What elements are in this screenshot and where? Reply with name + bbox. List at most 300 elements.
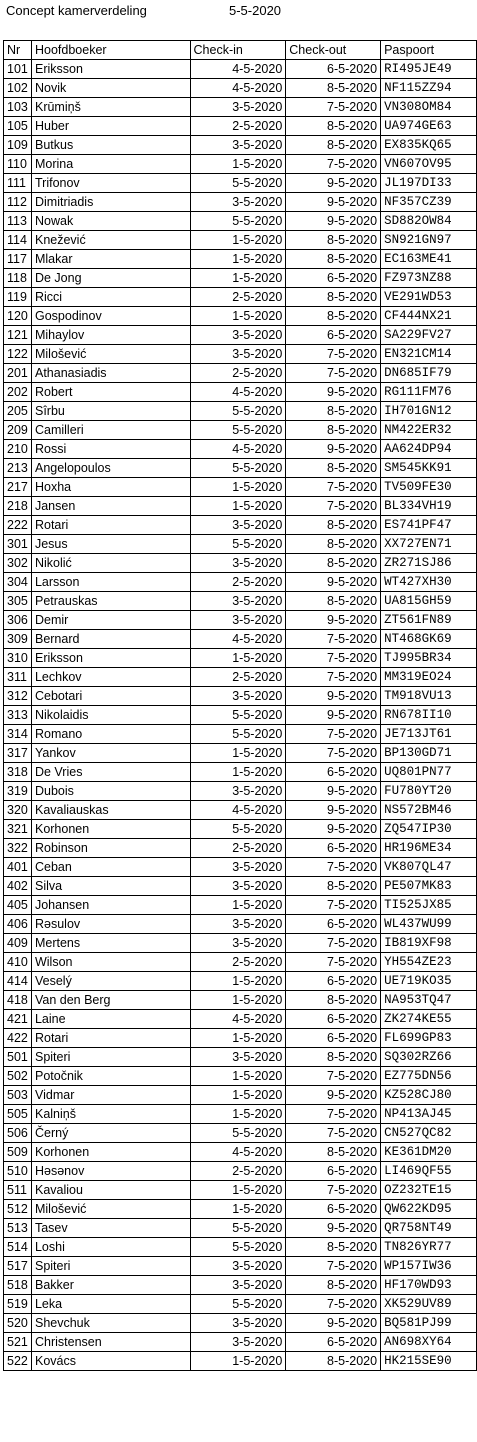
check-in-cell[interactable]: 5-5-2020 [190,1295,286,1314]
check-out-cell[interactable]: 7-5-2020 [286,1105,381,1124]
room-number-cell[interactable]: 320 [4,801,32,820]
room-number-cell[interactable]: 310 [4,649,32,668]
passport-cell[interactable]: MM319EO24 [381,668,477,687]
check-in-cell[interactable]: 4-5-2020 [190,630,286,649]
passport-cell[interactable]: TN826YR77 [381,1238,477,1257]
room-number-cell[interactable]: 217 [4,478,32,497]
guest-name-cell[interactable]: Mlakar [31,250,190,269]
guest-name-cell[interactable]: Demir [31,611,190,630]
room-number-cell[interactable]: 218 [4,497,32,516]
check-in-cell[interactable]: 3-5-2020 [190,915,286,934]
guest-name-cell[interactable]: De Vries [31,763,190,782]
room-number-cell[interactable]: 105 [4,117,32,136]
room-number-cell[interactable]: 110 [4,155,32,174]
room-number-cell[interactable]: 222 [4,516,32,535]
room-number-cell[interactable]: 101 [4,60,32,79]
guest-name-cell[interactable]: Spiteri [31,1048,190,1067]
passport-cell[interactable]: CF444NX21 [381,307,477,326]
passport-cell[interactable]: BP130GD71 [381,744,477,763]
guest-name-cell[interactable]: Yankov [31,744,190,763]
passport-cell[interactable]: FZ973NZ88 [381,269,477,288]
guest-name-cell[interactable]: Kavaliou [31,1181,190,1200]
guest-name-cell[interactable]: Ricci [31,288,190,307]
guest-name-cell[interactable]: Butkus [31,136,190,155]
passport-cell[interactable]: AN698XY64 [381,1333,477,1352]
check-in-cell[interactable]: 1-5-2020 [190,1181,286,1200]
check-in-cell[interactable]: 5-5-2020 [190,1238,286,1257]
col-header-check-in[interactable]: Check-in [190,41,286,60]
check-out-cell[interactable]: 7-5-2020 [286,896,381,915]
room-number-cell[interactable]: 405 [4,896,32,915]
guest-name-cell[interactable]: Černý [31,1124,190,1143]
check-in-cell[interactable]: 3-5-2020 [190,1257,286,1276]
check-out-cell[interactable]: 8-5-2020 [286,516,381,535]
room-number-cell[interactable]: 503 [4,1086,32,1105]
check-in-cell[interactable]: 1-5-2020 [190,1067,286,1086]
check-in-cell[interactable]: 1-5-2020 [190,1200,286,1219]
passport-cell[interactable]: WP157IW36 [381,1257,477,1276]
check-in-cell[interactable]: 2-5-2020 [190,1162,286,1181]
check-out-cell[interactable]: 8-5-2020 [286,421,381,440]
guest-name-cell[interactable]: Milošević [31,1200,190,1219]
room-number-cell[interactable]: 113 [4,212,32,231]
room-number-cell[interactable]: 518 [4,1276,32,1295]
check-out-cell[interactable]: 7-5-2020 [286,744,381,763]
guest-name-cell[interactable]: Hoxha [31,478,190,497]
guest-name-cell[interactable]: Rotari [31,1029,190,1048]
passport-cell[interactable]: KZ528CJ80 [381,1086,477,1105]
check-in-cell[interactable]: 5-5-2020 [190,706,286,725]
room-number-cell[interactable]: 112 [4,193,32,212]
passport-cell[interactable]: SD882OW84 [381,212,477,231]
room-number-cell[interactable]: 319 [4,782,32,801]
check-in-cell[interactable]: 3-5-2020 [190,592,286,611]
check-in-cell[interactable]: 4-5-2020 [190,801,286,820]
check-out-cell[interactable]: 9-5-2020 [286,706,381,725]
room-number-cell[interactable]: 514 [4,1238,32,1257]
passport-cell[interactable]: BQ581PJ99 [381,1314,477,1333]
check-out-cell[interactable]: 7-5-2020 [286,649,381,668]
room-number-cell[interactable]: 522 [4,1352,32,1371]
guest-name-cell[interactable]: Korhonen [31,820,190,839]
guest-name-cell[interactable]: Krūmiņš [31,98,190,117]
guest-name-cell[interactable]: Trifonov [31,174,190,193]
room-number-cell[interactable]: 312 [4,687,32,706]
passport-cell[interactable]: VN308OM84 [381,98,477,117]
check-out-cell[interactable]: 9-5-2020 [286,573,381,592]
guest-name-cell[interactable]: Cebotari [31,687,190,706]
guest-name-cell[interactable]: Johansen [31,896,190,915]
check-in-cell[interactable]: 1-5-2020 [190,649,286,668]
col-header-hoofdboeker[interactable]: Hoofdboeker [31,41,190,60]
check-in-cell[interactable]: 3-5-2020 [190,1333,286,1352]
check-out-cell[interactable]: 9-5-2020 [286,611,381,630]
guest-name-cell[interactable]: De Jong [31,269,190,288]
check-in-cell[interactable]: 1-5-2020 [190,972,286,991]
guest-name-cell[interactable]: Kavaliauskas [31,801,190,820]
check-in-cell[interactable]: 3-5-2020 [190,136,286,155]
check-out-cell[interactable]: 7-5-2020 [286,1257,381,1276]
room-number-cell[interactable]: 311 [4,668,32,687]
room-number-cell[interactable]: 302 [4,554,32,573]
check-out-cell[interactable]: 7-5-2020 [286,155,381,174]
check-out-cell[interactable]: 7-5-2020 [286,630,381,649]
passport-cell[interactable]: UA974GE63 [381,117,477,136]
room-number-cell[interactable]: 517 [4,1257,32,1276]
guest-name-cell[interactable]: Nikolić [31,554,190,573]
passport-cell[interactable]: TM918VU13 [381,687,477,706]
check-in-cell[interactable]: 1-5-2020 [190,250,286,269]
room-number-cell[interactable]: 322 [4,839,32,858]
room-number-cell[interactable]: 209 [4,421,32,440]
room-number-cell[interactable]: 119 [4,288,32,307]
check-out-cell[interactable]: 8-5-2020 [286,991,381,1010]
passport-cell[interactable]: BL334VH19 [381,497,477,516]
room-number-cell[interactable]: 502 [4,1067,32,1086]
check-in-cell[interactable]: 4-5-2020 [190,60,286,79]
check-out-cell[interactable]: 9-5-2020 [286,801,381,820]
check-out-cell[interactable]: 9-5-2020 [286,1086,381,1105]
passport-cell[interactable]: VE291WD53 [381,288,477,307]
passport-cell[interactable]: NP413AJ45 [381,1105,477,1124]
passport-cell[interactable]: UA815GH59 [381,592,477,611]
check-in-cell[interactable]: 1-5-2020 [190,991,286,1010]
passport-cell[interactable]: RG111FM76 [381,383,477,402]
check-in-cell[interactable]: 4-5-2020 [190,383,286,402]
check-out-cell[interactable]: 8-5-2020 [286,288,381,307]
check-out-cell[interactable]: 7-5-2020 [286,725,381,744]
guest-name-cell[interactable]: Shevchuk [31,1314,190,1333]
check-out-cell[interactable]: 8-5-2020 [286,554,381,573]
check-in-cell[interactable]: 3-5-2020 [190,1314,286,1333]
check-out-cell[interactable]: 6-5-2020 [286,1162,381,1181]
check-out-cell[interactable]: 8-5-2020 [286,136,381,155]
check-in-cell[interactable]: 3-5-2020 [190,516,286,535]
check-in-cell[interactable]: 3-5-2020 [190,782,286,801]
guest-name-cell[interactable]: Dimitriadis [31,193,190,212]
guest-name-cell[interactable]: Athanasiadis [31,364,190,383]
room-number-cell[interactable]: 510 [4,1162,32,1181]
room-number-cell[interactable]: 409 [4,934,32,953]
room-number-cell[interactable]: 509 [4,1143,32,1162]
check-out-cell[interactable]: 8-5-2020 [286,877,381,896]
passport-cell[interactable]: SA229FV27 [381,326,477,345]
check-in-cell[interactable]: 3-5-2020 [190,877,286,896]
check-out-cell[interactable]: 6-5-2020 [286,326,381,345]
guest-name-cell[interactable]: Spiteri [31,1257,190,1276]
room-number-cell[interactable]: 506 [4,1124,32,1143]
guest-name-cell[interactable]: Silva [31,877,190,896]
guest-name-cell[interactable]: Petrauskas [31,592,190,611]
check-in-cell[interactable]: 5-5-2020 [190,1124,286,1143]
room-number-cell[interactable]: 202 [4,383,32,402]
guest-name-cell[interactable]: Lechkov [31,668,190,687]
check-out-cell[interactable]: 6-5-2020 [286,60,381,79]
passport-cell[interactable]: SN921GN97 [381,231,477,250]
check-in-cell[interactable]: 2-5-2020 [190,953,286,972]
passport-cell[interactable]: EN321CM14 [381,345,477,364]
check-out-cell[interactable]: 8-5-2020 [286,231,381,250]
room-number-cell[interactable]: 122 [4,345,32,364]
guest-name-cell[interactable]: Angelopoulos [31,459,190,478]
room-number-cell[interactable]: 321 [4,820,32,839]
check-out-cell[interactable]: 9-5-2020 [286,383,381,402]
passport-cell[interactable]: ZK274KE55 [381,1010,477,1029]
check-out-cell[interactable]: 8-5-2020 [286,592,381,611]
room-number-cell[interactable]: 301 [4,535,32,554]
check-out-cell[interactable]: 6-5-2020 [286,1200,381,1219]
passport-cell[interactable]: QR758NT49 [381,1219,477,1238]
check-out-cell[interactable]: 9-5-2020 [286,687,381,706]
guest-name-cell[interactable]: Gospodinov [31,307,190,326]
guest-name-cell[interactable]: Ceban [31,858,190,877]
check-in-cell[interactable]: 2-5-2020 [190,364,286,383]
guest-name-cell[interactable]: Leka [31,1295,190,1314]
check-out-cell[interactable]: 6-5-2020 [286,915,381,934]
guest-name-cell[interactable]: Jansen [31,497,190,516]
check-in-cell[interactable]: 3-5-2020 [190,193,286,212]
room-number-cell[interactable]: 201 [4,364,32,383]
passport-cell[interactable]: VN607OV95 [381,155,477,174]
passport-cell[interactable]: NT468GK69 [381,630,477,649]
guest-name-cell[interactable]: Knežević [31,231,190,250]
guest-name-cell[interactable]: Sîrbu [31,402,190,421]
room-number-cell[interactable]: 117 [4,250,32,269]
guest-name-cell[interactable]: Potočnik [31,1067,190,1086]
check-in-cell[interactable]: 1-5-2020 [190,478,286,497]
check-in-cell[interactable]: 3-5-2020 [190,934,286,953]
check-in-cell[interactable]: 2-5-2020 [190,668,286,687]
room-number-cell[interactable]: 513 [4,1219,32,1238]
check-in-cell[interactable]: 2-5-2020 [190,573,286,592]
guest-name-cell[interactable]: Robert [31,383,190,402]
room-number-cell[interactable]: 103 [4,98,32,117]
passport-cell[interactable]: NF115ZZ94 [381,79,477,98]
check-in-cell[interactable]: 1-5-2020 [190,1029,286,1048]
room-number-cell[interactable]: 102 [4,79,32,98]
guest-name-cell[interactable]: Robinson [31,839,190,858]
room-number-cell[interactable]: 318 [4,763,32,782]
room-number-cell[interactable]: 114 [4,231,32,250]
room-number-cell[interactable]: 317 [4,744,32,763]
check-out-cell[interactable]: 9-5-2020 [286,820,381,839]
guest-name-cell[interactable]: Mihaylov [31,326,190,345]
guest-name-cell[interactable]: Nowak [31,212,190,231]
passport-cell[interactable]: TJ995BR34 [381,649,477,668]
passport-cell[interactable]: OZ232TE15 [381,1181,477,1200]
guest-name-cell[interactable]: Romano [31,725,190,744]
guest-name-cell[interactable]: Mertens [31,934,190,953]
guest-name-cell[interactable]: Van den Berg [31,991,190,1010]
guest-name-cell[interactable]: Bakker [31,1276,190,1295]
check-out-cell[interactable]: 7-5-2020 [286,497,381,516]
check-out-cell[interactable]: 8-5-2020 [286,117,381,136]
room-number-cell[interactable]: 213 [4,459,32,478]
passport-cell[interactable]: ZQ547IP30 [381,820,477,839]
check-in-cell[interactable]: 5-5-2020 [190,1219,286,1238]
room-number-cell[interactable]: 512 [4,1200,32,1219]
check-in-cell[interactable]: 3-5-2020 [190,611,286,630]
room-number-cell[interactable]: 402 [4,877,32,896]
passport-cell[interactable]: TV509FE30 [381,478,477,497]
check-out-cell[interactable]: 7-5-2020 [286,668,381,687]
check-in-cell[interactable]: 4-5-2020 [190,440,286,459]
room-number-cell[interactable]: 519 [4,1295,32,1314]
passport-cell[interactable]: EZ775DN56 [381,1067,477,1086]
check-in-cell[interactable]: 5-5-2020 [190,820,286,839]
check-out-cell[interactable]: 8-5-2020 [286,250,381,269]
check-out-cell[interactable]: 8-5-2020 [286,79,381,98]
passport-cell[interactable]: HR196ME34 [381,839,477,858]
room-number-cell[interactable]: 205 [4,402,32,421]
room-number-cell[interactable]: 305 [4,592,32,611]
passport-cell[interactable]: CN527QC82 [381,1124,477,1143]
check-out-cell[interactable]: 6-5-2020 [286,269,381,288]
room-number-cell[interactable]: 313 [4,706,32,725]
check-out-cell[interactable]: 7-5-2020 [286,1124,381,1143]
room-number-cell[interactable]: 511 [4,1181,32,1200]
check-in-cell[interactable]: 1-5-2020 [190,1105,286,1124]
check-out-cell[interactable]: 7-5-2020 [286,364,381,383]
room-number-cell[interactable]: 121 [4,326,32,345]
check-out-cell[interactable]: 8-5-2020 [286,459,381,478]
check-out-cell[interactable]: 8-5-2020 [286,1143,381,1162]
passport-cell[interactable]: UQ801PN77 [381,763,477,782]
col-header-paspoort[interactable]: Paspoort [381,41,477,60]
passport-cell[interactable]: WT427XH30 [381,573,477,592]
guest-name-cell[interactable]: Rossi [31,440,190,459]
passport-cell[interactable]: RN678II10 [381,706,477,725]
guest-name-cell[interactable]: Milošević [31,345,190,364]
passport-cell[interactable]: PE507MK83 [381,877,477,896]
check-out-cell[interactable]: 7-5-2020 [286,1181,381,1200]
check-in-cell[interactable]: 4-5-2020 [190,79,286,98]
passport-cell[interactable]: YH554ZE23 [381,953,477,972]
room-number-cell[interactable]: 501 [4,1048,32,1067]
check-out-cell[interactable]: 8-5-2020 [286,1276,381,1295]
passport-cell[interactable]: HK215SE90 [381,1352,477,1371]
passport-cell[interactable]: AA624DP94 [381,440,477,459]
passport-cell[interactable]: NM422ER32 [381,421,477,440]
guest-name-cell[interactable]: Loshi [31,1238,190,1257]
check-out-cell[interactable]: 7-5-2020 [286,98,381,117]
check-in-cell[interactable]: 1-5-2020 [190,497,286,516]
guest-name-cell[interactable]: Həsənov [31,1162,190,1181]
passport-cell[interactable]: NF357CZ39 [381,193,477,212]
room-number-cell[interactable]: 118 [4,269,32,288]
room-number-cell[interactable]: 309 [4,630,32,649]
check-in-cell[interactable]: 3-5-2020 [190,326,286,345]
room-number-cell[interactable]: 418 [4,991,32,1010]
guest-name-cell[interactable]: Vidmar [31,1086,190,1105]
check-in-cell[interactable]: 4-5-2020 [190,1010,286,1029]
guest-name-cell[interactable]: Wilson [31,953,190,972]
check-out-cell[interactable]: 8-5-2020 [286,1048,381,1067]
passport-cell[interactable]: HF170WD93 [381,1276,477,1295]
check-out-cell[interactable]: 8-5-2020 [286,1352,381,1371]
room-number-cell[interactable]: 422 [4,1029,32,1048]
room-number-cell[interactable]: 414 [4,972,32,991]
check-in-cell[interactable]: 3-5-2020 [190,687,286,706]
check-out-cell[interactable]: 8-5-2020 [286,307,381,326]
passport-cell[interactable]: VK807QL47 [381,858,477,877]
check-out-cell[interactable]: 7-5-2020 [286,934,381,953]
passport-cell[interactable]: SM545KK91 [381,459,477,478]
passport-cell[interactable]: JL197DI33 [381,174,477,193]
room-number-cell[interactable]: 120 [4,307,32,326]
passport-cell[interactable]: LI469QF55 [381,1162,477,1181]
check-in-cell[interactable]: 1-5-2020 [190,269,286,288]
passport-cell[interactable]: KE361DM20 [381,1143,477,1162]
check-out-cell[interactable]: 8-5-2020 [286,402,381,421]
passport-cell[interactable]: XK529UV89 [381,1295,477,1314]
guest-name-cell[interactable]: Jesus [31,535,190,554]
passport-cell[interactable]: ZT561FN89 [381,611,477,630]
col-header-nr[interactable]: Nr [4,41,32,60]
passport-cell[interactable]: TI525JX85 [381,896,477,915]
room-number-cell[interactable]: 521 [4,1333,32,1352]
check-out-cell[interactable]: 8-5-2020 [286,535,381,554]
passport-cell[interactable]: UE719KO35 [381,972,477,991]
guest-name-cell[interactable]: Tasev [31,1219,190,1238]
check-out-cell[interactable]: 8-5-2020 [286,1238,381,1257]
check-in-cell[interactable]: 2-5-2020 [190,117,286,136]
check-out-cell[interactable]: 7-5-2020 [286,345,381,364]
room-number-cell[interactable]: 401 [4,858,32,877]
check-out-cell[interactable]: 9-5-2020 [286,782,381,801]
passport-cell[interactable]: FL699GP83 [381,1029,477,1048]
check-in-cell[interactable]: 1-5-2020 [190,155,286,174]
check-out-cell[interactable]: 9-5-2020 [286,174,381,193]
room-number-cell[interactable]: 111 [4,174,32,193]
passport-cell[interactable]: NA953TQ47 [381,991,477,1010]
passport-cell[interactable]: ES741PF47 [381,516,477,535]
room-number-cell[interactable]: 410 [4,953,32,972]
guest-name-cell[interactable]: Korhonen [31,1143,190,1162]
check-in-cell[interactable]: 1-5-2020 [190,1352,286,1371]
check-out-cell[interactable]: 9-5-2020 [286,1314,381,1333]
check-out-cell[interactable]: 7-5-2020 [286,1295,381,1314]
check-in-cell[interactable]: 5-5-2020 [190,421,286,440]
check-in-cell[interactable]: 5-5-2020 [190,535,286,554]
check-in-cell[interactable]: 4-5-2020 [190,1143,286,1162]
guest-name-cell[interactable]: Novik [31,79,190,98]
check-in-cell[interactable]: 3-5-2020 [190,1048,286,1067]
check-in-cell[interactable]: 3-5-2020 [190,345,286,364]
check-out-cell[interactable]: 6-5-2020 [286,763,381,782]
room-number-cell[interactable]: 304 [4,573,32,592]
room-number-cell[interactable]: 210 [4,440,32,459]
guest-name-cell[interactable]: Larsson [31,573,190,592]
room-number-cell[interactable]: 421 [4,1010,32,1029]
passport-cell[interactable]: XX727EN71 [381,535,477,554]
check-out-cell[interactable]: 7-5-2020 [286,478,381,497]
guest-name-cell[interactable]: Bernard [31,630,190,649]
room-number-cell[interactable]: 314 [4,725,32,744]
check-out-cell[interactable]: 6-5-2020 [286,1010,381,1029]
guest-name-cell[interactable]: Veselý [31,972,190,991]
passport-cell[interactable]: QW622KD95 [381,1200,477,1219]
passport-cell[interactable]: EX835KQ65 [381,136,477,155]
check-in-cell[interactable]: 5-5-2020 [190,459,286,478]
check-out-cell[interactable]: 7-5-2020 [286,858,381,877]
check-in-cell[interactable]: 1-5-2020 [190,763,286,782]
check-in-cell[interactable]: 2-5-2020 [190,288,286,307]
check-in-cell[interactable]: 1-5-2020 [190,231,286,250]
passport-cell[interactable]: FU780YT20 [381,782,477,801]
passport-cell[interactable]: SQ302RZ66 [381,1048,477,1067]
check-out-cell[interactable]: 6-5-2020 [286,1333,381,1352]
